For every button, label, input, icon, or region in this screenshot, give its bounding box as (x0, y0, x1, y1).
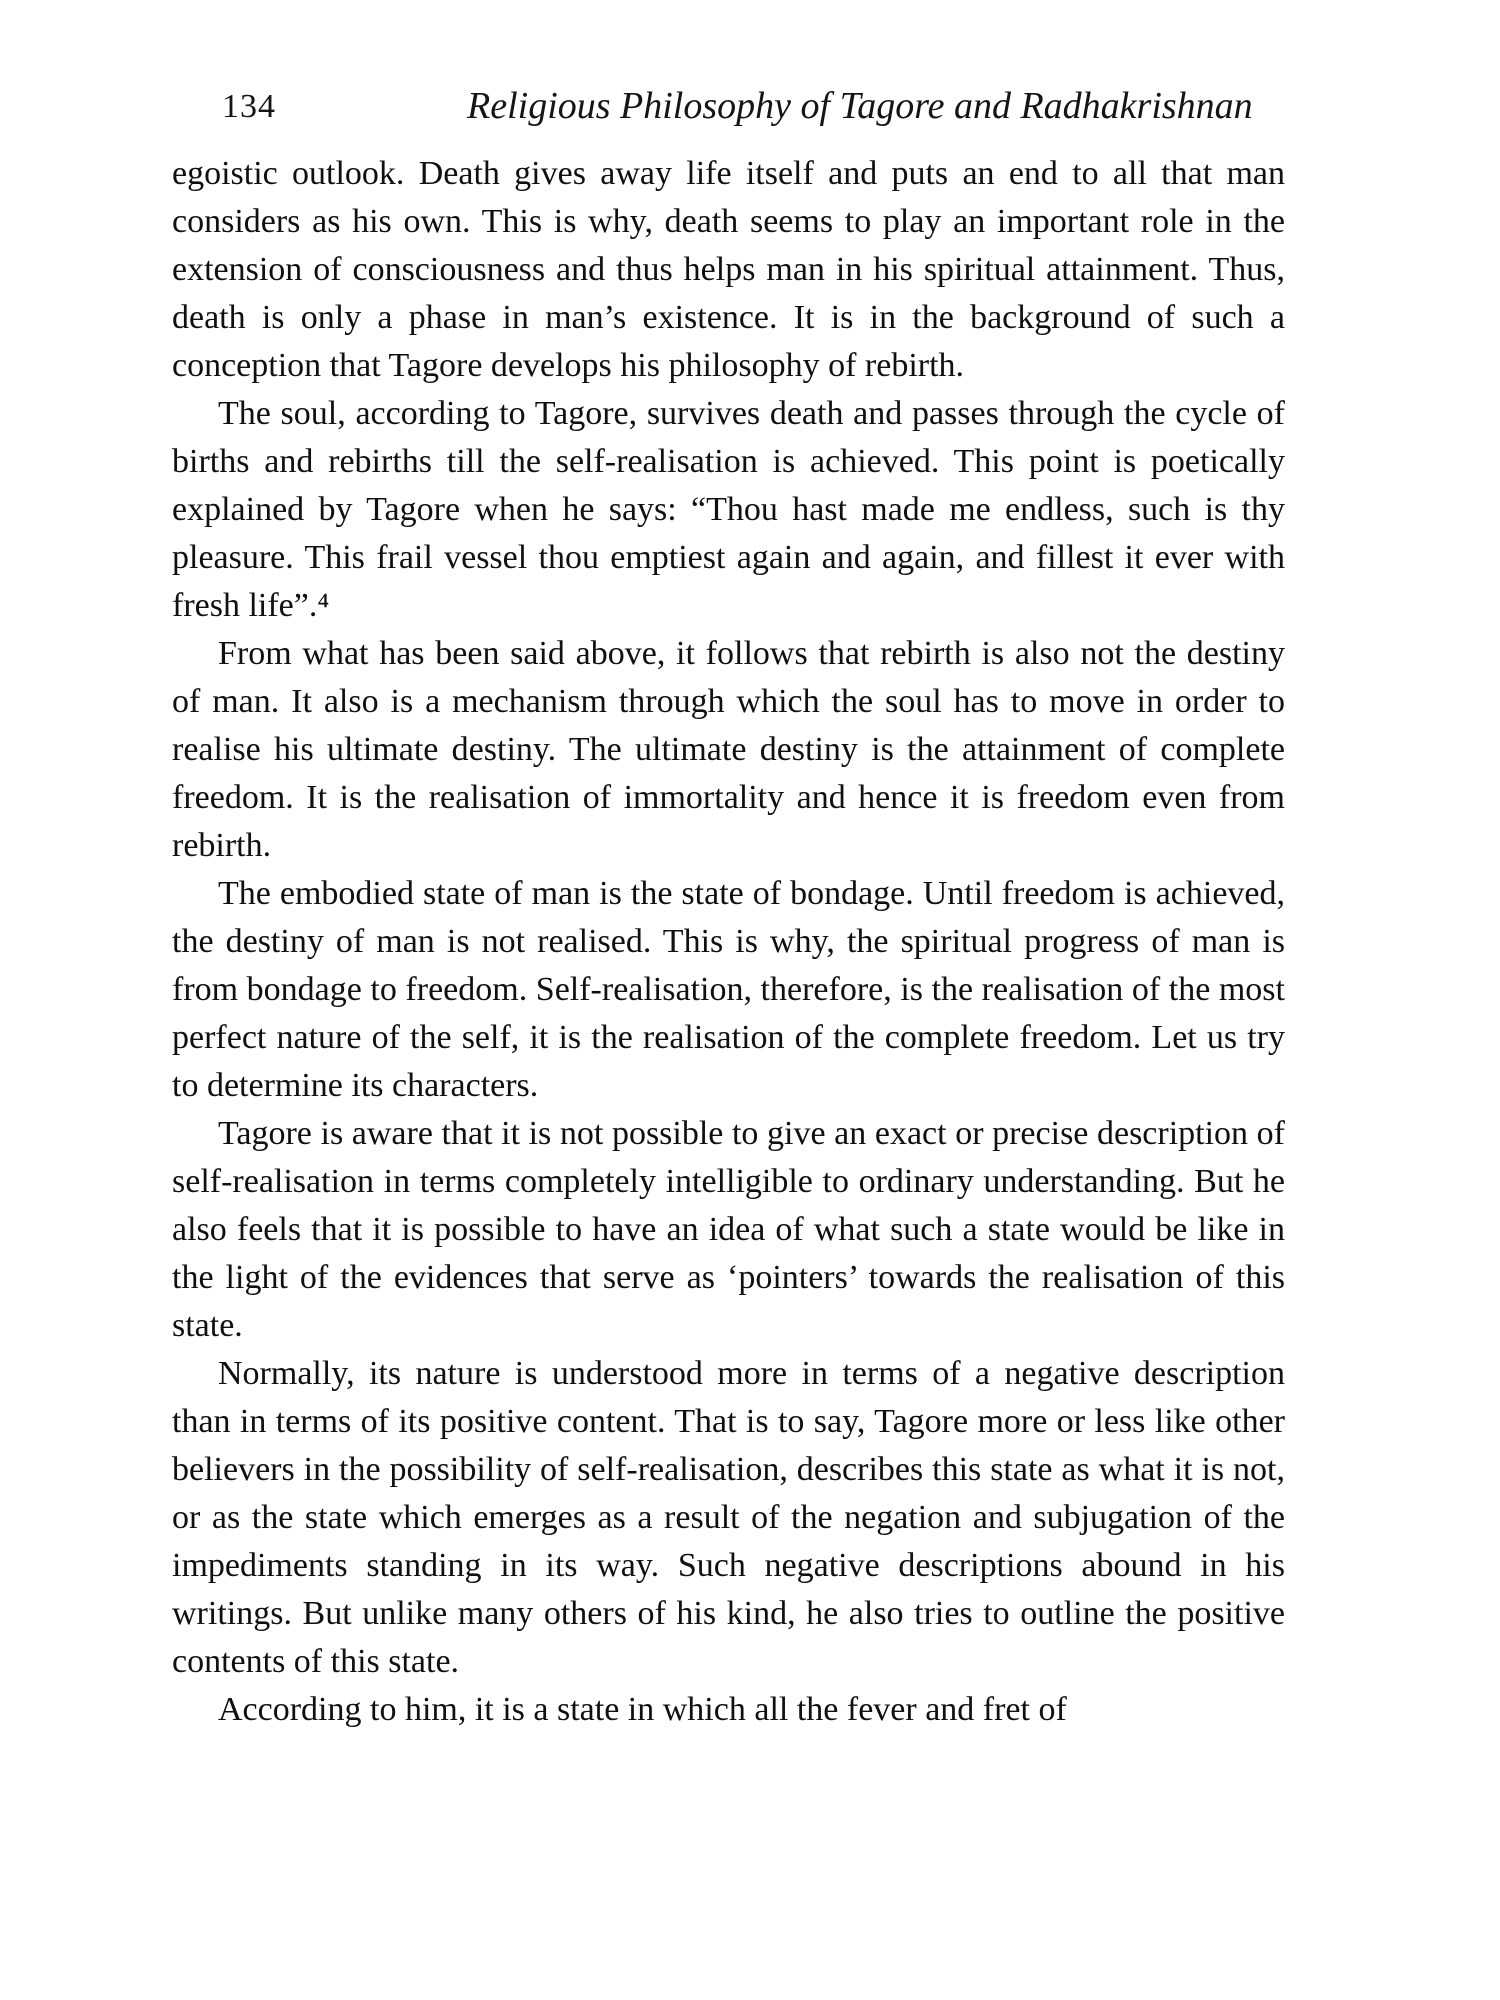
paragraph: Normally, its nature is understood more in terms of a negative description than in terms of its positive content. That is to say, Tagore more or less like other believers in the possibility of self-realisation, describes this state as what it is not, or as the state which emerges as a result of the negation and subjugation of the impediments standing in its way. Such negative descriptions abound in his writings. But unlike many others of his kind, he also tries to outline the positive contents of this state. (172, 1355, 1285, 1680)
page-number: 134 (222, 88, 276, 125)
paragraph: From what has been said above, it follows that rebirth is also not the destiny of man. It also is a mechanism through which the soul has to move in order to realise his ultimate destiny. The ultimate destiny is the attainment of complete freedom. It is the realisation of immortality and hence it is freedom even from rebirth. (172, 635, 1285, 864)
page-header (172, 84, 1285, 134)
paragraph: egoistic outlook. Death gives away life itself and puts an end to all that man considers as his own. This is why, death seems to play an important role in the extension of consciousness and thus helps man in his spiritual attainment. Thus, death is only a phase in man’s existence. It is in the background of such a conception that Tagore develops his philosophy of rebirth. (172, 155, 1285, 384)
paragraph: The embodied state of man is the state of bondage. Until freedom is achieved, the destiny of man is not realised. This is why, the spiritual progress of man is from bondage to freedom. Self-realisation, therefore, is the realisation of the most perfect nature of the self, it is the realisation of the complete freedom. Let us try to determine its characters. (172, 875, 1285, 1104)
running-title: Religious Philosophy of Tagore and Radhakrishnan (467, 85, 1253, 127)
paragraph: Tagore is aware that it is not possible to give an exact or precise description of self-realisation in terms completely intelligible to ordinary understanding. But he also feels that it is possible to have an idea of what such a state would be like in the light of the evidences that serve as ‘pointers’ towards the realisation of this state. (172, 1115, 1285, 1344)
paragraph: According to him, it is a state in which all the fever and fret of (218, 1691, 1067, 1728)
paragraph: The soul, according to Tagore, survives death and passes through the cycle of births and rebirths till the self-realisation is achieved. This point is poetically explained by Tagore when he says: “Thou hast made me endless, such is thy pleasure. This frail vessel thou emptiest again and again, and fillest it ever with fresh life”.⁴ (172, 395, 1285, 624)
body-text (172, 150, 1285, 1734)
